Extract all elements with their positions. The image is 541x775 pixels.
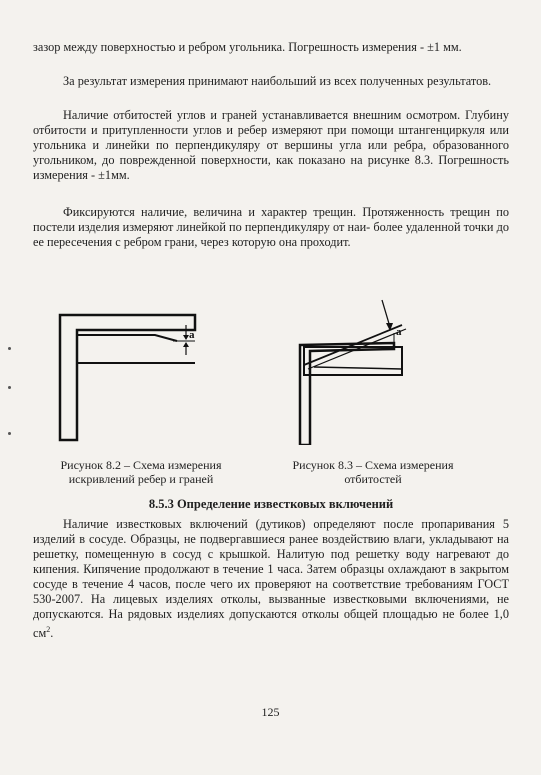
scan-speck [8,432,11,435]
scan-speck [8,386,11,389]
paragraph-lime-inclusions-text: Наличие известковых включений (дутиков) определяют после пропаривания 5 изделий в сосуде. Образцы, не подвергавшиеся ранее воздействию влаги, укладывают на решетку, помещенную в сосуд с крышкой. Налитую под решетку воду нагревают до кипения. Кипячение продолжают в течение 1 часа. Затем образцы охлаждают в закрытом сосуде в течение 4 часов, после чего их проверяют на соответствие требованиям ГОСТ 530-2007. На лицевых изделиях отколы, вызванные известковыми включениями, не допускаются. На рядовых изделиях допускаются отколы общей площадью не более 1,0 см [33,517,509,641]
figure-8-3-label: a [396,326,402,338]
paragraph-end: . [50,626,54,641]
paragraph-gap-measurement: зазор между поверхностью и ребром угольника. Погрешность измерения - ±1 мм. [33,40,462,54]
page-number: 125 [261,705,280,719]
paragraph-chipped-corners: Наличие отбитостей углов и граней устанавливается внешним осмотром. Глубину отбитости и притупленности углов и ребер измеряют при помощи штангенциркуля или угольника и линейки по перпендикуляру от вершины угла или ребра, образованного угольником, до поврежденной поверхности, как показано на рисунке 8.3. Погрешность измерения - ±1мм. [33,108,509,182]
paragraph-cracks: Фиксируются наличие, величина и характер трещин. Протяженность трещин по постели изделия измеряют линейкой по перпендикуляру от наи- более удаленной точки до ее пересечения с ребром грани, через которую она проходит. [33,205,509,249]
figure-8-2-label: a [189,329,195,341]
paragraph-lime-inclusions [33,517,509,641]
superscript: 2 [46,625,51,634]
figure-8-3-caption: Рисунок 8.3 – Схема измерения отбитостей [292,458,454,486]
scan-speck [8,347,11,350]
section-heading: 8.5.3 Определение известковых включений [148,497,394,511]
figure-8-2-caption: Рисунок 8.2 – Схема измерения искривлений ребер и граней [60,458,222,486]
paragraph-result: За результат измерения принимают наибольший из всех полученных результатов. [63,74,492,88]
figure-8-3-diagram [290,295,430,445]
figure-8-2-diagram [55,305,205,450]
